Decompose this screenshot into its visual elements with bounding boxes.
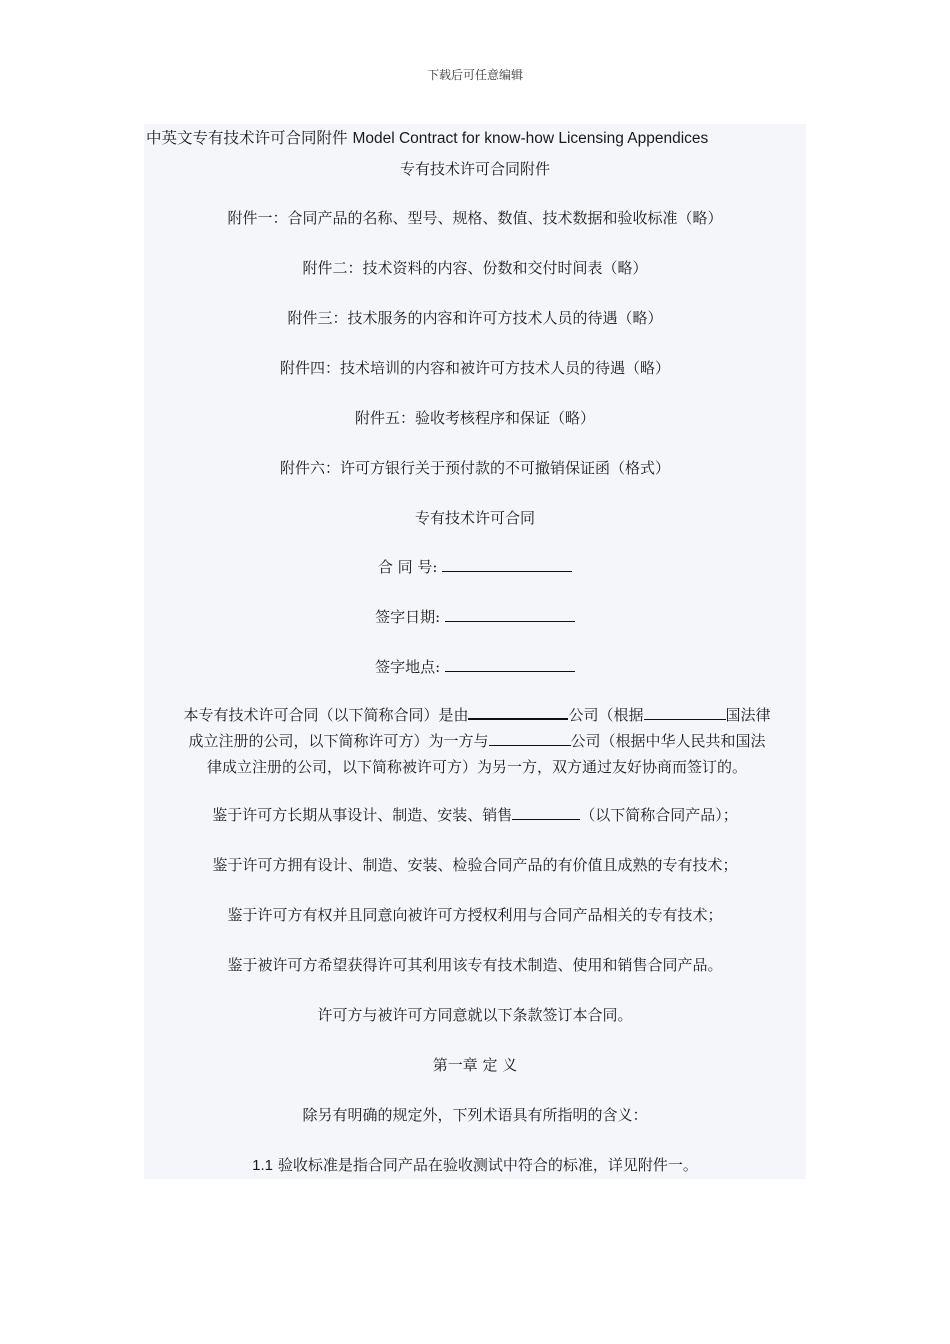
whereas-1-text-b: （以下简称合同产品）； bbox=[580, 806, 738, 824]
intro-text-5: 公司（根据中华人民共和国法 bbox=[570, 732, 766, 750]
chapter-1-intro: 除另有明确的规定外，下列术语具有所指明的含义： bbox=[302, 1106, 648, 1124]
whereas-3: 鉴于许可方有权并且同意向被许可方授权利用与合同产品相关的专有技术； bbox=[227, 906, 723, 924]
sign-place-field bbox=[144, 656, 806, 677]
licensee-company-blank bbox=[489, 730, 571, 746]
definition-number: 1.1 bbox=[252, 1157, 274, 1174]
licensor-country-blank bbox=[644, 704, 726, 720]
appendix-item-5: 附件五：验收考核程序和保证（略） bbox=[354, 409, 595, 427]
contract-title: 专有技术许可合同 bbox=[414, 509, 535, 527]
appendix-item-6: 附件六：许可方银行关于预付款的不可撤销保证函（格式） bbox=[279, 459, 670, 477]
contract-number-field bbox=[144, 556, 806, 577]
title-cn: 中英文专有技术许可合同附件 bbox=[146, 129, 348, 147]
appendix-item-1: 附件一：合同产品的名称、型号、规格、数值、技术数据和验收标准（略） bbox=[227, 209, 723, 227]
contract-number-blank bbox=[442, 556, 572, 572]
whereas-1-text-a: 鉴于许可方长期从事设计、制造、安装、销售 bbox=[212, 806, 513, 824]
sign-place-label: 签字地点: bbox=[375, 658, 441, 676]
appendix-heading: 专有技术许可合同附件 bbox=[399, 160, 550, 178]
title-en: Model Contract for know-how Licensing Appendices bbox=[352, 130, 709, 147]
appendix-item-3: 附件三：技术服务的内容和许可方技术人员的待遇（略） bbox=[287, 309, 663, 327]
sign-date-blank bbox=[445, 606, 575, 622]
intro-text-6: 律成立注册的公司，以下简称被许可方）为另一方，双方通过友好协商而签订的。 bbox=[206, 758, 747, 776]
licensor-company-blank bbox=[468, 703, 568, 720]
contract-number-label: 合 同 号: bbox=[377, 558, 438, 576]
sign-date-label: 签字日期: bbox=[375, 608, 441, 626]
intro-paragraph bbox=[156, 702, 798, 780]
chapter-1-title: 第一章 定 义 bbox=[432, 1056, 518, 1074]
definition-1-1 bbox=[144, 1154, 806, 1175]
intro-text-4: 成立注册的公司，以下简称许可方）为一方与 bbox=[188, 732, 489, 750]
sign-date-field bbox=[144, 606, 806, 627]
sign-place-blank bbox=[445, 656, 575, 672]
intro-text-3: 国法律 bbox=[725, 706, 771, 724]
definition-text: 验收标准是指合同产品在验收测试中符合的标准，详见附件一。 bbox=[277, 1156, 698, 1174]
whereas-1 bbox=[144, 804, 806, 825]
appendix-item-4: 附件四：技术培训的内容和被许可方技术人员的待遇（略） bbox=[279, 359, 670, 377]
whereas-4: 鉴于被许可方希望获得许可其利用该专有技术制造、使用和销售合同产品。 bbox=[227, 956, 723, 974]
intro-text-1: 本专有技术许可合同（以下简称合同）是由 bbox=[183, 706, 469, 724]
document-title bbox=[146, 126, 806, 148]
page-header-note: 下载后可任意编辑 bbox=[426, 68, 523, 82]
agreement-statement: 许可方与被许可方同意就以下条款签订本合同。 bbox=[317, 1006, 633, 1024]
appendix-item-2: 附件二：技术资料的内容、份数和交付时间表（略） bbox=[302, 259, 648, 277]
whereas-2: 鉴于许可方拥有设计、制造、安装、检验合同产品的有价值且成熟的专有技术； bbox=[212, 856, 738, 874]
intro-text-2: 公司（根据 bbox=[568, 706, 644, 724]
product-blank bbox=[512, 804, 580, 820]
